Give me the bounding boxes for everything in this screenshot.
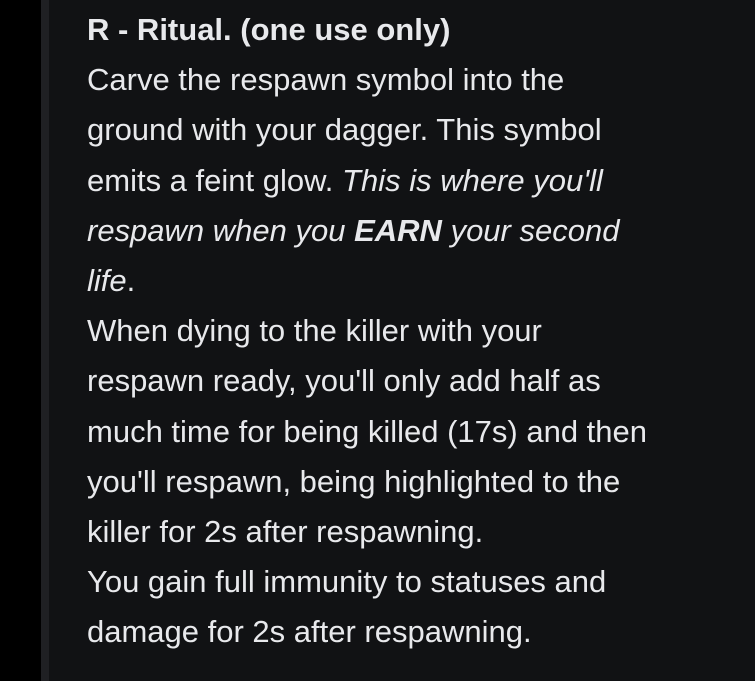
message-title	[87, 5, 747, 55]
message-line: When dying to the killer with your	[87, 313, 542, 349]
message-line: respawn ready, you'll only add half as	[87, 363, 601, 399]
italic-text: This is where you'll	[342, 162, 603, 198]
message-content	[87, 5, 747, 658]
text: emits a feint glow.	[87, 162, 343, 198]
message-line	[87, 206, 747, 256]
text: .	[126, 263, 136, 299]
bold-text: EARN	[354, 212, 442, 248]
text: respawn when you	[87, 212, 355, 248]
message-line: damage for 2s after respawning.	[87, 614, 532, 650]
text: your second	[441, 212, 620, 248]
thread-bar	[41, 0, 49, 681]
message-line: ground with your dagger. This symbol	[87, 112, 602, 148]
message-line: You gain full immunity to statuses and	[87, 564, 607, 600]
message-line: you'll respawn, being highlighted to the	[87, 463, 621, 499]
italic-text: life	[87, 263, 127, 299]
message-line	[87, 256, 747, 306]
message-line: killer for 2s after respawning.	[87, 514, 484, 550]
message-line	[87, 156, 747, 206]
title-text: R - Ritual. (one use only)	[87, 12, 451, 47]
italic-text	[87, 213, 619, 248]
message-line: much time for being killed (17s) and then	[87, 413, 648, 449]
message-line: Carve the respawn symbol into the	[87, 62, 565, 98]
